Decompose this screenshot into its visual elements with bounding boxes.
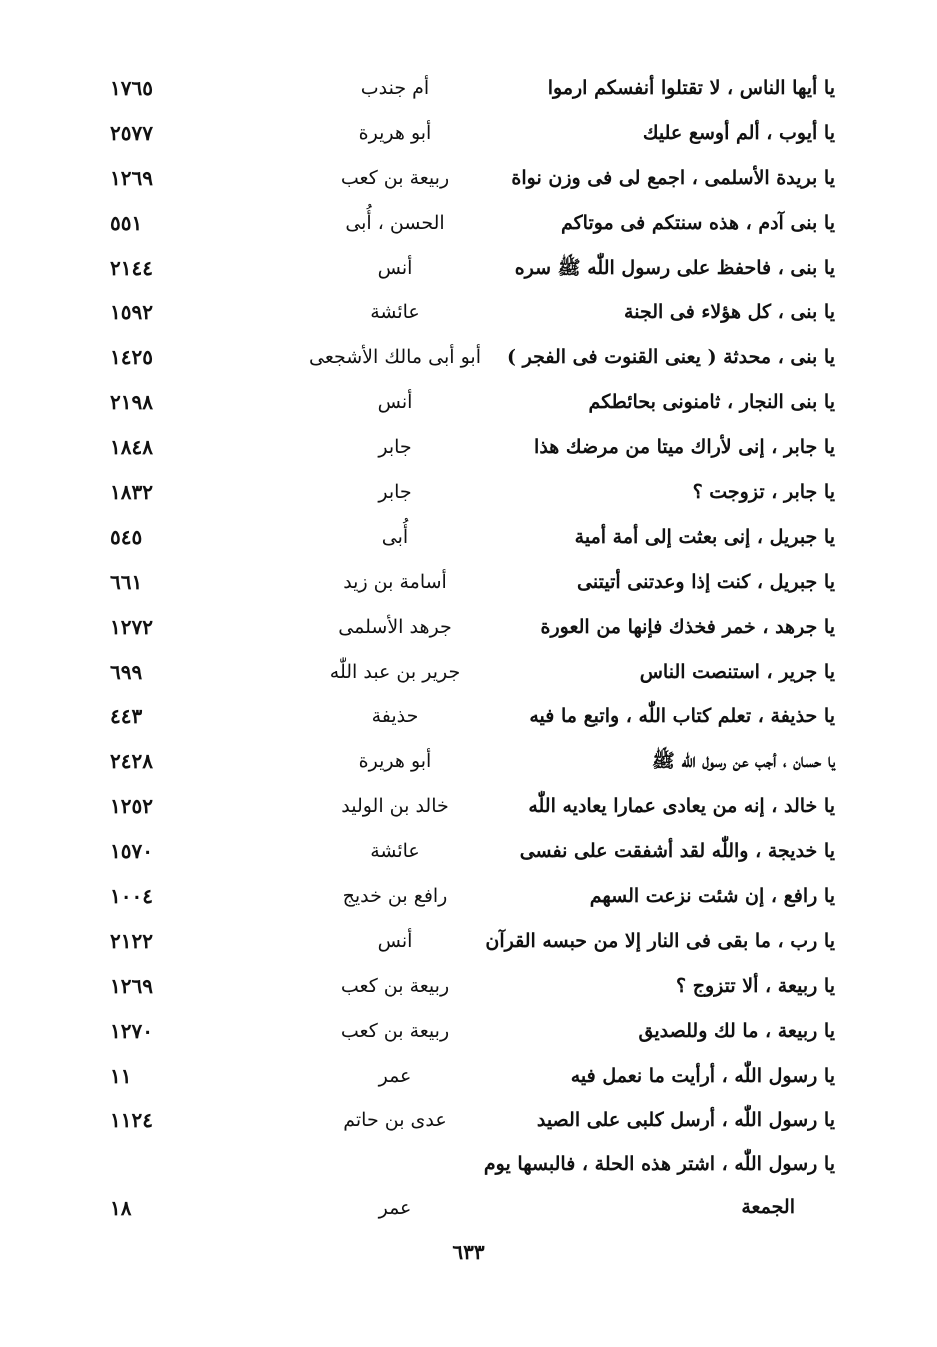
hadith-number: ٢٥٧٧ bbox=[110, 120, 153, 145]
hadith-text bbox=[475, 1143, 835, 1229]
index-row bbox=[0, 425, 937, 470]
index-row bbox=[0, 470, 937, 515]
hadith-text: يا جبريل ، إنى بعثت إلى أمة أمية bbox=[574, 525, 835, 548]
hadith-text: يا جرهد ، خمر فخذك فإنها من العورة bbox=[540, 615, 835, 638]
hadith-number: ٥٥١ bbox=[110, 210, 143, 235]
narrator-name: ربيعة بن كعب bbox=[340, 1019, 450, 1042]
hadith-number: ٢١٢٢ bbox=[110, 928, 153, 953]
hadith-number: ١٨٣٢ bbox=[110, 480, 153, 505]
narrator-name: ربيعة بن كعب bbox=[340, 974, 450, 997]
hadith-number: ١٤٢٥ bbox=[110, 345, 153, 370]
narrator-name: عائشة bbox=[370, 301, 420, 324]
narrator-name: ربيعة بن كعب bbox=[340, 166, 450, 189]
hadith-text: يا ربيعة ، ما لك وللصديق bbox=[638, 1019, 835, 1042]
hadith-text: يا رسول اللّٰه ، أرأيت ما نعمل فيه bbox=[570, 1064, 835, 1087]
hadith-text: يا رب ، ما بقى فى النار إلا من حبسه القرآن bbox=[485, 929, 835, 952]
index-row bbox=[0, 1143, 937, 1229]
hadith-text: يا ربيعة ، ألا تتزوج ؟ bbox=[676, 974, 835, 997]
index-row bbox=[0, 201, 937, 246]
hadith-text: يا رسول اللّٰه ، أرسل كلبى على الصيد bbox=[536, 1109, 835, 1132]
hadith-number: ١٢٥٢ bbox=[110, 794, 153, 819]
hadith-number: ٢١٤٤ bbox=[110, 255, 153, 280]
hadith-number: ١٨٤٨ bbox=[110, 435, 153, 460]
hadith-number: ١٢٧٢ bbox=[110, 614, 153, 639]
hadith-number: ١٨ bbox=[110, 1196, 132, 1221]
index-row bbox=[0, 246, 937, 291]
narrator-name: الحسن ، أُبى bbox=[345, 211, 445, 234]
narrator-name: عائشة bbox=[370, 840, 420, 863]
hadith-text: يا أيها الناس ، لا تقتلوا أنفسكم ارموا bbox=[547, 77, 835, 99]
index-row bbox=[0, 739, 937, 784]
hadith-number: ٢١٩٨ bbox=[110, 390, 153, 415]
narrator-name: أنس bbox=[377, 929, 413, 952]
hadith-text-line: الجمعة bbox=[741, 1196, 795, 1219]
narrator-name: أنس bbox=[377, 391, 413, 414]
narrator-name: رافع بن خديج bbox=[342, 885, 448, 908]
hadith-text: يا بنى ، محدثة ( يعنى القنوت فى الفجر ) bbox=[507, 346, 835, 369]
hadith-text: يا بنى النجار ، ثامنونى بحائطكم bbox=[588, 391, 835, 414]
index-row bbox=[0, 650, 937, 695]
narrator-name: جابر bbox=[378, 436, 412, 459]
hadith-text: يا أيوب ، ألم أوسع عليك bbox=[642, 121, 835, 144]
narrator-name: أُبى bbox=[381, 525, 409, 548]
index-row bbox=[0, 1054, 937, 1099]
hadith-text: يا خديجة ، واللّٰه لقد أشفقت على نفسى bbox=[519, 840, 835, 863]
hadith-text: يا جبريل ، كنت إذا وعدتنى أتيتنى bbox=[577, 570, 835, 593]
index-row bbox=[0, 919, 937, 964]
index-row bbox=[0, 156, 937, 201]
narrator-name: أبو أبى مالك الأشجعى bbox=[309, 346, 481, 369]
index-row bbox=[0, 605, 937, 650]
page-number: ٦٣٣ bbox=[452, 1240, 485, 1264]
hadith-number: ٢٤٢٨ bbox=[110, 749, 153, 774]
index-row bbox=[0, 1098, 937, 1143]
hadith-text-line: يا رسول اللّٰه ، اشتر هذه الحلة ، فالبسها يوم bbox=[483, 1153, 835, 1176]
narrator-name: عدى بن حاتم bbox=[343, 1109, 447, 1132]
index-row bbox=[0, 694, 937, 739]
hadith-number: ١٧٦٥ bbox=[110, 76, 153, 100]
hadith-text: يا جابر ، تزوجت ؟ bbox=[692, 481, 835, 504]
hadith-number: ٦٩٩ bbox=[110, 659, 143, 684]
hadith-number: ١٢٦٩ bbox=[110, 165, 153, 190]
hadith-number: ٦٦١ bbox=[110, 569, 143, 594]
narrator-name: جرهد الأسلمى bbox=[338, 615, 452, 638]
narrator-name: عمر bbox=[378, 1197, 412, 1220]
narrator-name: خالد بن الوليد bbox=[341, 795, 449, 818]
hadith-number: ١٥٧٠ bbox=[110, 839, 153, 864]
narrator-name: حذيفة bbox=[371, 705, 419, 728]
hadith-text: يا رافع ، إن شئت نزعت السهم bbox=[589, 885, 835, 908]
narrator-name: أبو هريرة bbox=[358, 121, 432, 144]
hadith-number: ١١٢٤ bbox=[110, 1108, 153, 1133]
hadith-number: ٤٤٣ bbox=[110, 704, 143, 729]
index-row bbox=[0, 290, 937, 335]
narrator-name: أبو هريرة bbox=[358, 750, 432, 773]
index-row bbox=[0, 560, 937, 605]
index-row bbox=[0, 1009, 937, 1054]
narrator-name: عمر bbox=[378, 1064, 412, 1087]
hadith-number: ١٥٩٢ bbox=[110, 300, 153, 325]
index-row bbox=[0, 515, 937, 560]
hadith-text: يا بنى ، كل هؤلاء فى الجنة bbox=[624, 301, 835, 324]
narrator-name: جرير بن عبد اللّٰه bbox=[329, 660, 461, 683]
narrator-name: جابر bbox=[378, 481, 412, 504]
hadith-number: ٥٤٥ bbox=[110, 524, 143, 549]
index-row bbox=[0, 66, 937, 111]
narrator-name: أم جندب bbox=[360, 77, 430, 99]
index-row bbox=[0, 829, 937, 874]
index-row bbox=[0, 874, 937, 919]
hadith-number: ١١ bbox=[110, 1063, 132, 1088]
hadith-number: ١٠٠٤ bbox=[110, 884, 153, 909]
index-row bbox=[0, 964, 937, 1009]
hadith-number: ١٢٧٠ bbox=[110, 1018, 153, 1043]
index-row bbox=[0, 380, 937, 425]
hadith-text: يا بريدة الأسلمى ، اجمع لى فى وزن نواة bbox=[511, 166, 835, 189]
narrator-name: أسامة بن زيد bbox=[343, 570, 447, 593]
hadith-text: يا حذيفة ، تعلم كتاب اللّٰه ، واتبع ما فيه bbox=[529, 705, 835, 728]
hadith-text: يا جرير ، استنصت الناس bbox=[639, 660, 835, 683]
index-row bbox=[0, 784, 937, 829]
hadith-text: يا خالد ، إنه من يعادى عمارا يعاديه اللّٰه bbox=[528, 795, 835, 818]
index-row bbox=[0, 335, 937, 380]
index-row bbox=[0, 111, 937, 156]
hadith-number: ١٢٦٩ bbox=[110, 973, 153, 998]
hadith-text: يا حسان ، أجب عن رسول اللّٰه ﷺ bbox=[651, 750, 835, 773]
hadith-text: يا جابر ، إنى لأراك ميتا من مرضك هذا bbox=[534, 436, 835, 459]
hadith-index-table bbox=[0, 66, 937, 1229]
hadith-text: يا بنى آدم ، هذه سنتكم فى موتاكم bbox=[560, 211, 835, 234]
narrator-name: أنس bbox=[377, 256, 413, 279]
hadith-text: يا بنى ، فاحفظ على رسول اللّٰه ﷺ سره bbox=[514, 256, 835, 279]
